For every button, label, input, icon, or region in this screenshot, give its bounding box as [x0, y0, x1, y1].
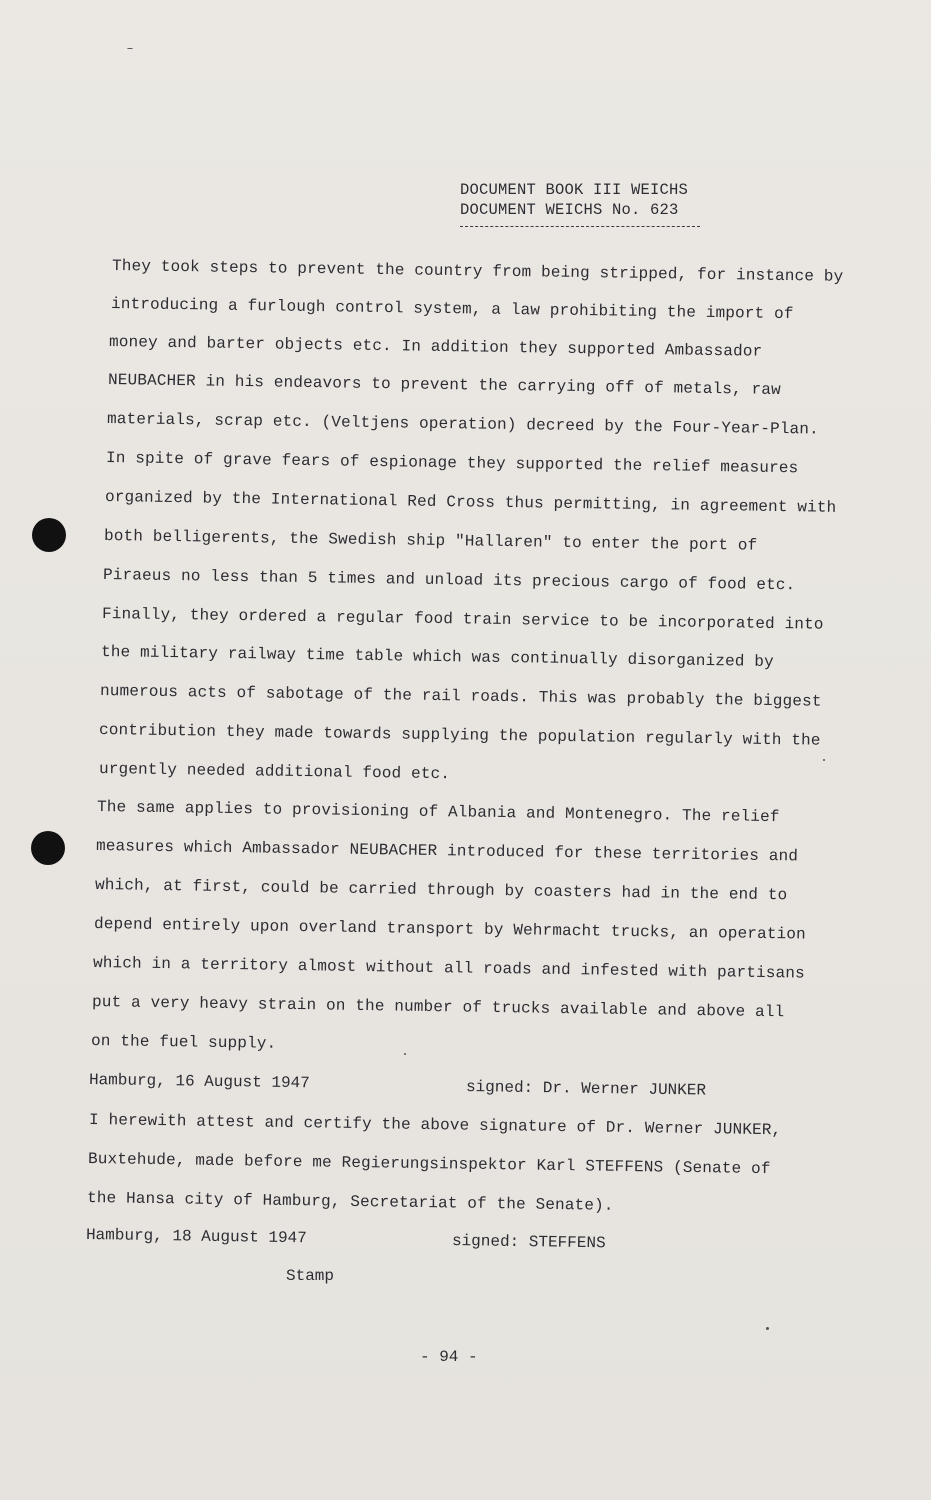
certification-line: Buxtehude, made before me Regierungsinspektor Karl STEFFENS (Senate of	[87, 1150, 771, 1179]
body-line: contribution they made towards supplying the population regularly with the	[98, 721, 821, 750]
signature-2-signed: signed: STEFFENS	[451, 1232, 606, 1253]
body-line: They took steps to prevent the country from being stripped, for instance by	[111, 257, 844, 286]
body-line: Finally, they ordered a regular food train service to be incorporated into	[101, 605, 824, 634]
body-line: In spite of grave fears of espionage they supported the relief measures	[105, 449, 799, 478]
ink-speck	[766, 1327, 769, 1330]
signature-1-place-date: Hamburg, 16 August 1947	[88, 1071, 310, 1093]
ink-speck	[823, 759, 825, 761]
body-line: materials, scrap etc. (Veltjens operation) decreed by the Four-Year-Plan.	[106, 410, 819, 439]
page-number: - 94 -	[420, 1348, 478, 1366]
body-line: depend entirely upon overland transport by Wehrmacht trucks, an operation	[93, 915, 806, 944]
body-line: urgently needed additional food etc.	[98, 760, 451, 784]
certification-line: I herewith attest and certify the above signature of Dr. Werner JUNKER,	[88, 1111, 782, 1140]
body-line: which in a territory almost without all roads and infested with partisans	[92, 954, 805, 983]
body-line: the military railway time table which was continually disorganized by	[100, 643, 774, 671]
document-header	[460, 180, 688, 220]
body-line: Piraeus no less than 5 times and unload its precious cargo of food etc.	[102, 566, 796, 595]
body-line: measures which Ambassador NEUBACHER introduced for these territories and	[95, 837, 799, 866]
stamp-label: Stamp	[286, 1267, 335, 1285]
body-line: introducing a furlough control system, a law prohibiting the import of	[110, 295, 794, 324]
punch-hole-bottom	[31, 831, 65, 865]
ink-speck	[127, 48, 133, 49]
certification-line: the Hansa city of Hamburg, Secretariat of the Senate).	[86, 1189, 614, 1215]
body-line: numerous acts of sabotage of the rail roads. This was probably the biggest	[99, 682, 822, 711]
header-underline	[460, 226, 700, 227]
signature-2-place-date: Hamburg, 18 August 1947	[85, 1226, 307, 1248]
body-line: The same applies to provisioning of Albania and Montenegro. The relief	[96, 798, 780, 827]
body-line: both belligerents, the Swedish ship "Hallaren" to enter the port of	[103, 527, 758, 555]
body-line: on the fuel supply.	[90, 1032, 277, 1053]
body-line: NEUBACHER in his endeavors to prevent the carrying off of metals, raw	[107, 371, 781, 399]
document-book-line: DOCUMENT BOOK III WEICHS	[460, 181, 689, 199]
body-line: organized by the International Red Cross thus permitting, in agreement with	[104, 488, 837, 517]
punch-hole-top	[32, 518, 66, 552]
body-line: which, at first, could be carried through by coasters had in the end to	[94, 876, 788, 905]
signature-1-signed: signed: Dr. Werner JUNKER	[465, 1078, 707, 1100]
body-line: put a very heavy strain on the number of trucks available and above all	[91, 993, 785, 1022]
ink-speck	[404, 1053, 406, 1055]
body-line: money and barter objects etc. In addition they supported Ambassador	[108, 333, 763, 361]
document-number-line: DOCUMENT WEICHS No. 623	[460, 201, 679, 219]
